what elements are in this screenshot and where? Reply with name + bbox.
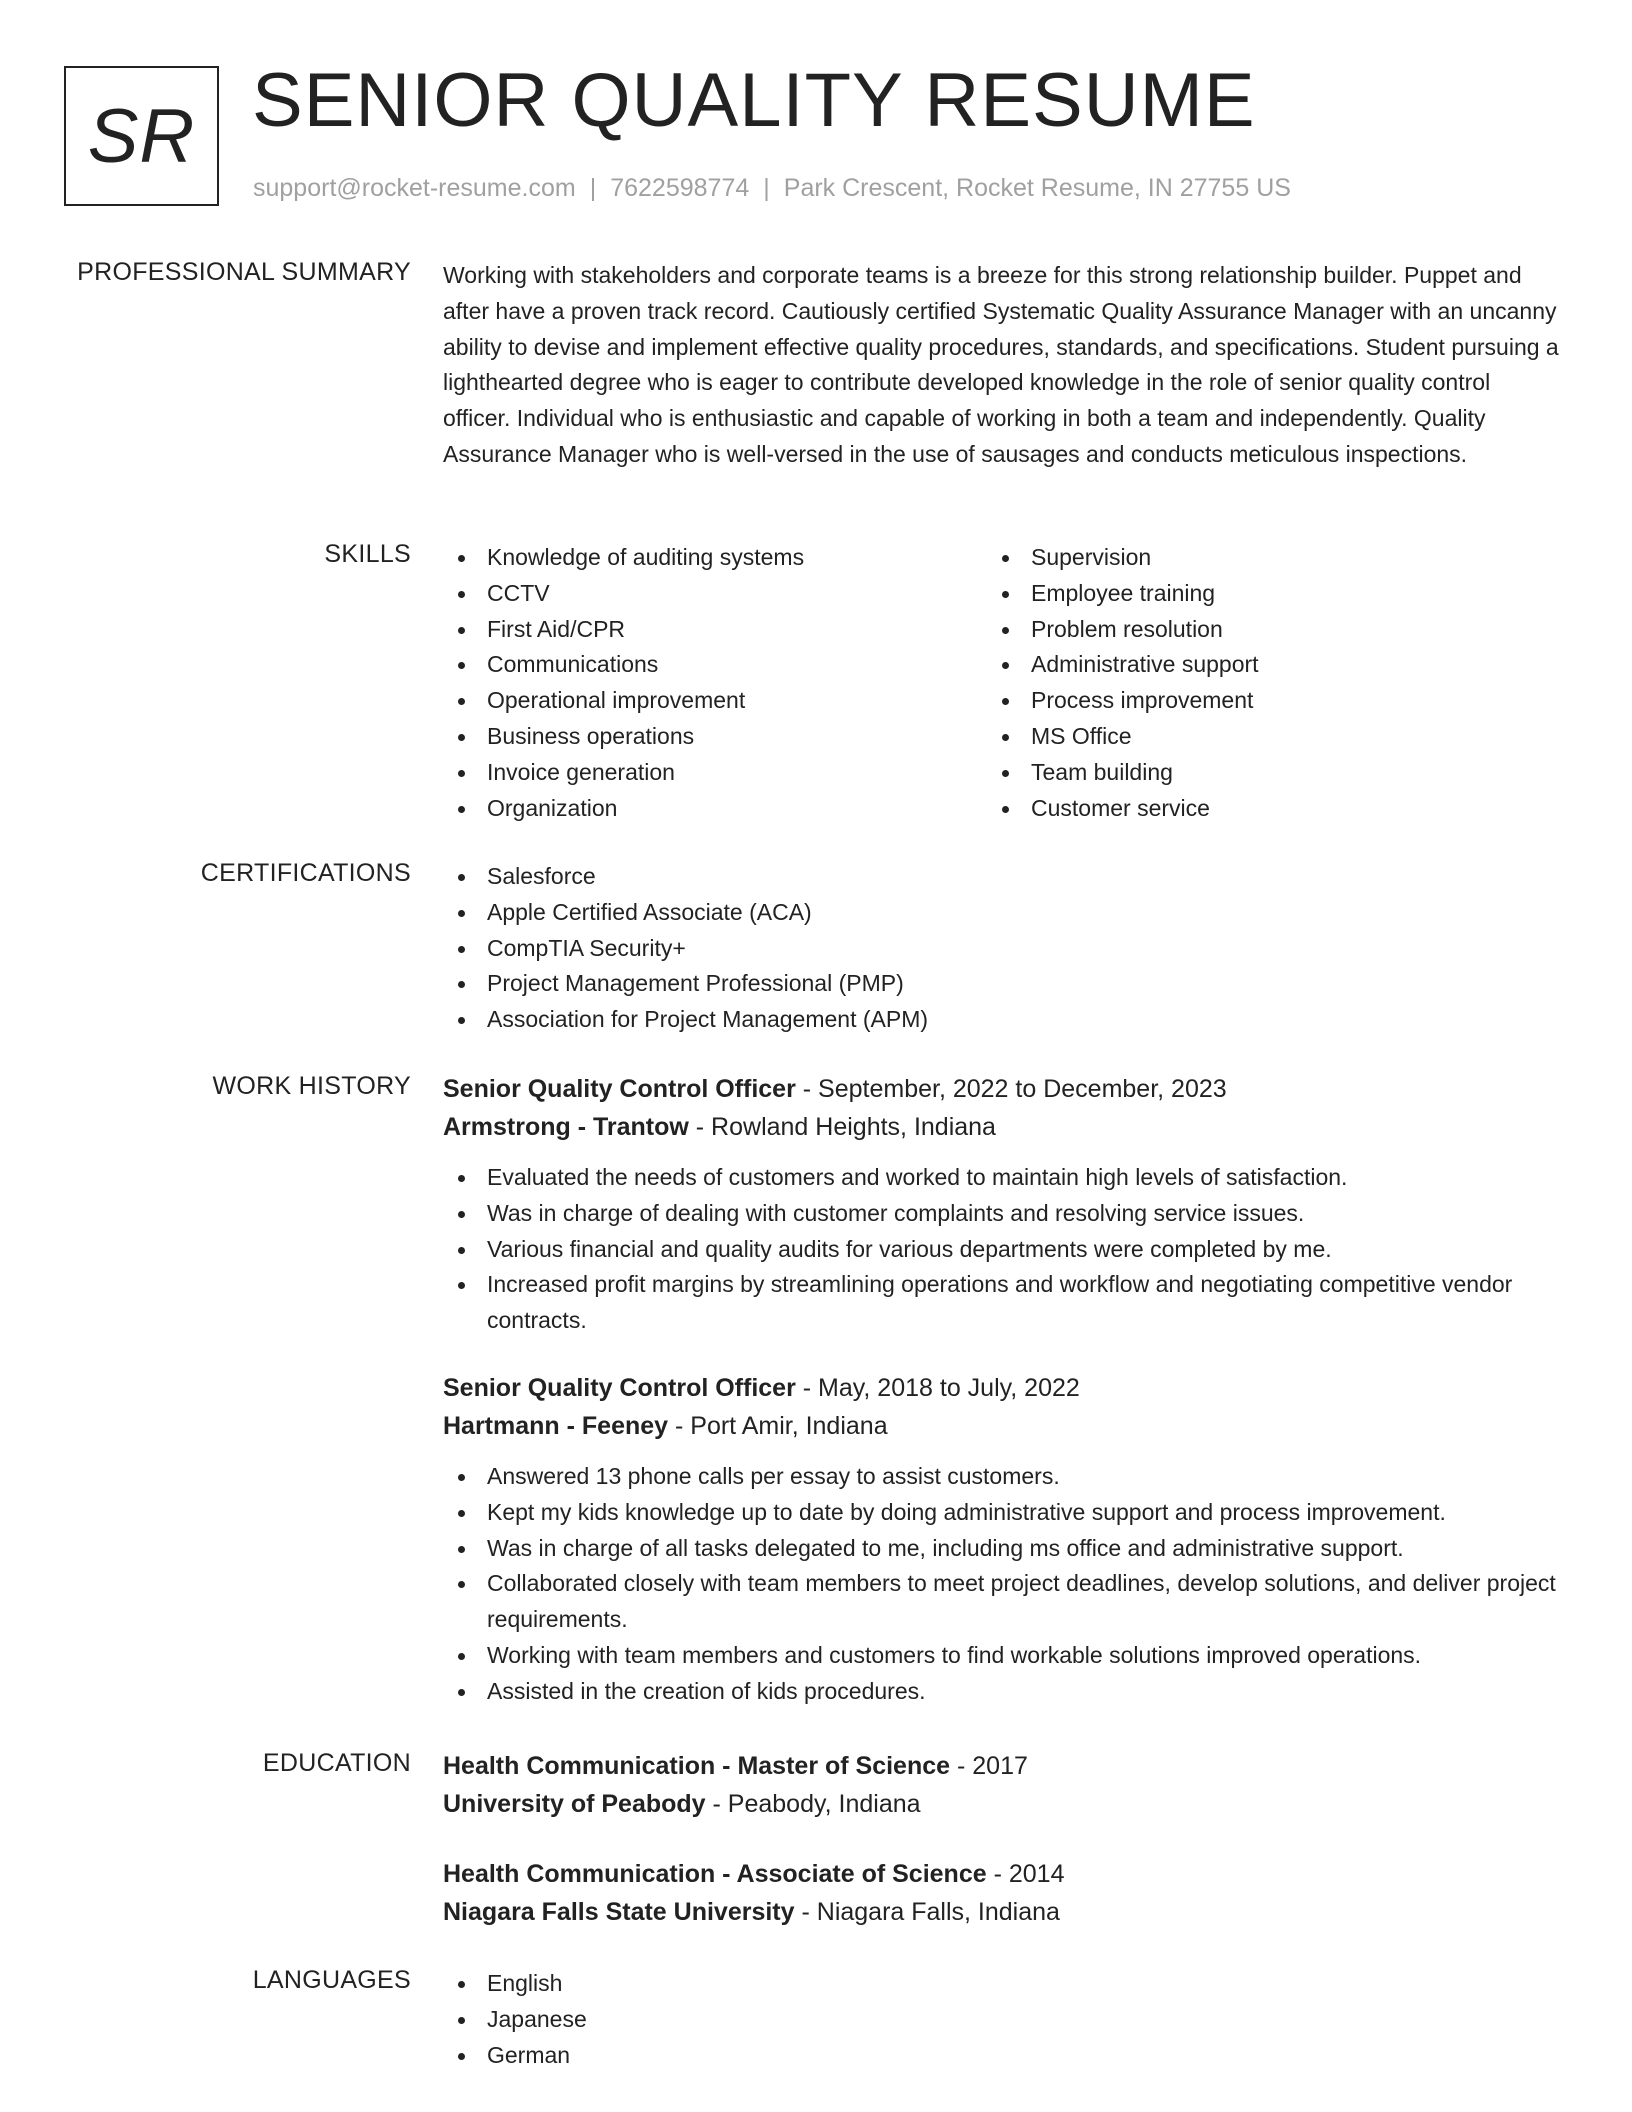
certification-item: Project Management Professional (PMP) [443, 966, 1563, 1002]
skill-item: Team building [987, 755, 1531, 791]
summary-text: Working with stakeholders and corporate teams is a breeze for this strong relationship builder. Puppet and after have a proven track record. Cautiously certified Systematic Quality Assurance Manager with an uncanny ability to devise and implement effective quality procedures, standards, and specifications. Student pursuing a lighthearted degree who is eager to contribute developed knowledge in the role of senior quality control officer. Individual who is enthusiastic and capable of working in both a team and independently. Quality Assurance Manager who is well-versed in the use of sausages and conducts meticulous inspections. [443, 262, 1559, 467]
skills-label: SKILLS [324, 540, 411, 568]
skill-item: Business operations [443, 719, 987, 755]
degree-name: Health Communication - Associate of Science [443, 1860, 987, 1888]
language-item: German [443, 2038, 1563, 2074]
contact-address: Park Crescent, Rocket Resume, IN 27755 US [783, 174, 1291, 202]
job-title: Senior Quality Control Officer [443, 1373, 796, 1402]
job-duty: Collaborated closely with team members to meet project deadlines, develop solutions, and deliver project requirements. [443, 1566, 1563, 1638]
job-dates: - September, 2022 to December, 2023 [795, 1075, 1227, 1103]
job-duty: Kept my kids knowledge up to date by doing administrative support and process improvement. [443, 1495, 1563, 1531]
job-entry [443, 1070, 1563, 1339]
job-duty: Evaluated the needs of customers and worked to maintain high levels of satisfaction. [443, 1160, 1563, 1196]
job-company: Armstrong - Trantow [443, 1113, 689, 1141]
school-line [443, 1893, 1563, 1931]
languages-list [443, 1966, 1563, 2073]
skills-list-right [987, 540, 1531, 826]
job-duty: Increased profit margins by streamlining operations and workflow and negotiating competitive vendor contracts. [443, 1267, 1563, 1339]
degree-line [443, 1855, 1563, 1893]
job-duties-list [443, 1160, 1563, 1339]
job-dates: - May, 2018 to July, 2022 [795, 1373, 1080, 1402]
skill-item: Customer service [987, 791, 1531, 827]
job-company-line [443, 1407, 1563, 1445]
contact-separator: | [589, 174, 597, 202]
skill-item: Knowledge of auditing systems [443, 540, 987, 576]
degree-year: - 2017 [950, 1752, 1028, 1780]
skill-item: CCTV [443, 576, 987, 612]
resume-title: SENIOR QUALITY RESUME [252, 58, 1256, 143]
job-duty: Was in charge of all tasks delegated to me, including ms office and administrative support. [443, 1531, 1563, 1567]
job-duties-list [443, 1459, 1563, 1710]
school-location: - Niagara Falls, Indiana [794, 1898, 1060, 1926]
monogram-logo [64, 66, 219, 206]
contact-email: support@rocket-resume.com [253, 174, 576, 202]
language-item: Japanese [443, 2002, 1563, 2038]
skill-item: Invoice generation [443, 755, 987, 791]
skill-item: Administrative support [987, 647, 1531, 683]
certification-item: CompTIA Security+ [443, 931, 1563, 967]
skill-item: MS Office [987, 719, 1531, 755]
job-location: - Rowland Heights, Indiana [688, 1113, 996, 1141]
job-duty: Working with team members and customers to find workable solutions improved operations. [443, 1638, 1563, 1674]
school-line [443, 1785, 1563, 1823]
skill-item: Organization [443, 791, 987, 827]
skill-item: Problem resolution [987, 612, 1531, 648]
job-title-line [443, 1369, 1563, 1407]
job-title: Senior Quality Control Officer [443, 1075, 796, 1103]
work-history-label: WORK HISTORY [212, 1072, 411, 1100]
education-entry [443, 1855, 1563, 1931]
certification-item: Association for Project Management (APM) [443, 1002, 1563, 1038]
education-label: EDUCATION [262, 1749, 411, 1777]
job-company: Hartmann - Feeney [443, 1411, 669, 1440]
education-entry [443, 1747, 1563, 1823]
school-name: University of Peabody [443, 1790, 706, 1818]
job-duty: Assisted in the creation of kids procedures. [443, 1674, 1563, 1710]
skill-item: First Aid/CPR [443, 612, 987, 648]
monogram-initials: SR [87, 93, 196, 179]
job-entry [443, 1369, 1563, 1710]
degree-name: Health Communication - Master of Science [443, 1752, 951, 1780]
certification-item: Apple Certified Associate (ACA) [443, 895, 1563, 931]
degree-line [443, 1747, 1563, 1785]
certifications-list [443, 859, 1563, 1038]
skills-list-left [443, 540, 987, 826]
job-duty: Various financial and quality audits for various departments were completed by me. [443, 1232, 1563, 1268]
job-duty: Answered 13 phone calls per essay to assist customers. [443, 1459, 1563, 1495]
skill-item: Communications [443, 647, 987, 683]
skill-item: Process improvement [987, 683, 1531, 719]
school-name: Niagara Falls State University [443, 1898, 795, 1926]
certification-item: Salesforce [443, 859, 1563, 895]
contact-line [253, 172, 1291, 204]
contact-separator: | [763, 174, 770, 202]
job-company-line [443, 1108, 1563, 1146]
degree-year: - 2014 [986, 1860, 1065, 1888]
summary-label: PROFESSIONAL SUMMARY [77, 258, 411, 286]
job-duty: Was in charge of dealing with customer complaints and resolving service issues. [443, 1196, 1563, 1232]
skill-item: Supervision [987, 540, 1531, 576]
language-item: English [443, 1966, 1563, 2002]
school-location: - Peabody, Indiana [705, 1790, 921, 1818]
certifications-label: CERTIFICATIONS [200, 859, 411, 887]
skill-item: Operational improvement [443, 683, 987, 719]
skill-item: Employee training [987, 576, 1531, 612]
contact-phone: 7622598774 [610, 174, 750, 202]
job-location: - Port Amir, Indiana [668, 1411, 888, 1440]
job-title-line [443, 1070, 1563, 1108]
languages-label: LANGUAGES [252, 1966, 411, 1994]
